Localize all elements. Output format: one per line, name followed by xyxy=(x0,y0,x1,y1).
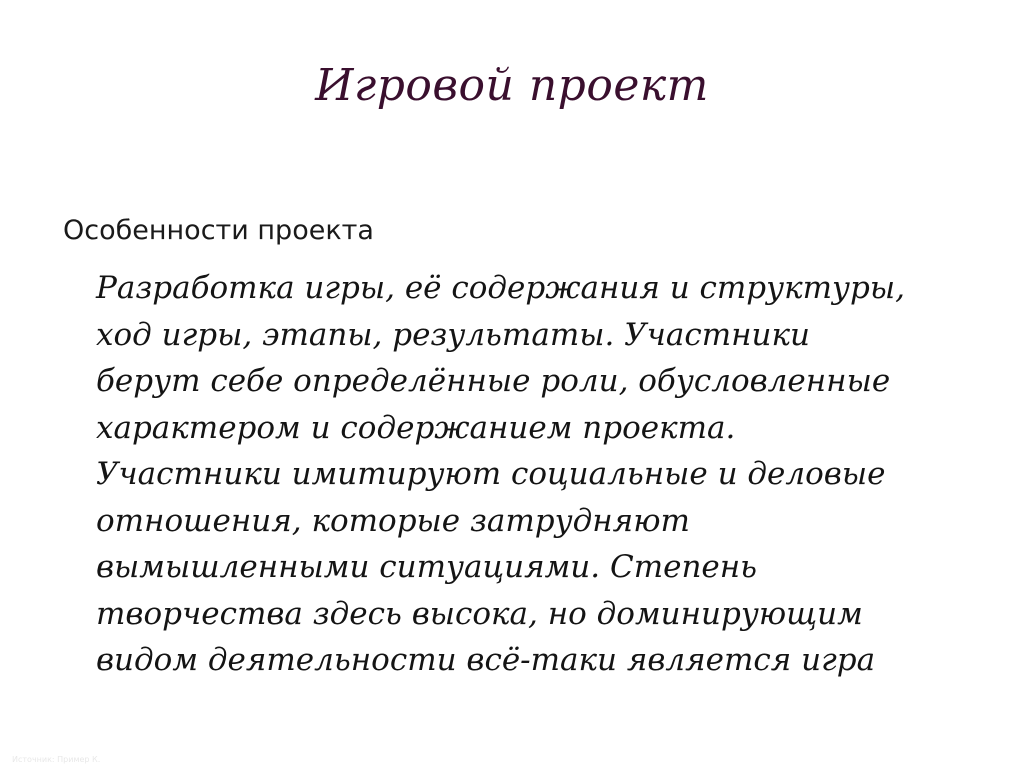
body-line: видом деятельности всё-таки является игра xyxy=(96,642,876,678)
body-line: Участники имитируют социальные и деловые xyxy=(96,456,886,492)
body-paragraph xyxy=(96,265,980,684)
watermark: Источник: Пример К. xyxy=(12,755,101,764)
body-line: берут себе определённые роли, обусловленные xyxy=(96,363,891,399)
body-line: отношения, которые затрудняют xyxy=(96,502,690,539)
body-line: Разработка игры, её содержания и структуры, xyxy=(96,270,905,306)
section-heading: Особенности проекта xyxy=(63,215,374,246)
body-line: вымышленными ситуациями. Степень xyxy=(96,549,758,585)
body-line: творчества здесь высока, но доминирующим xyxy=(96,595,863,632)
body-line: характером и содержанием проекта. xyxy=(96,409,736,446)
body-line: ход игры, этапы, результаты. Участники xyxy=(96,316,810,353)
slide-title: Игровой проект xyxy=(315,60,709,111)
